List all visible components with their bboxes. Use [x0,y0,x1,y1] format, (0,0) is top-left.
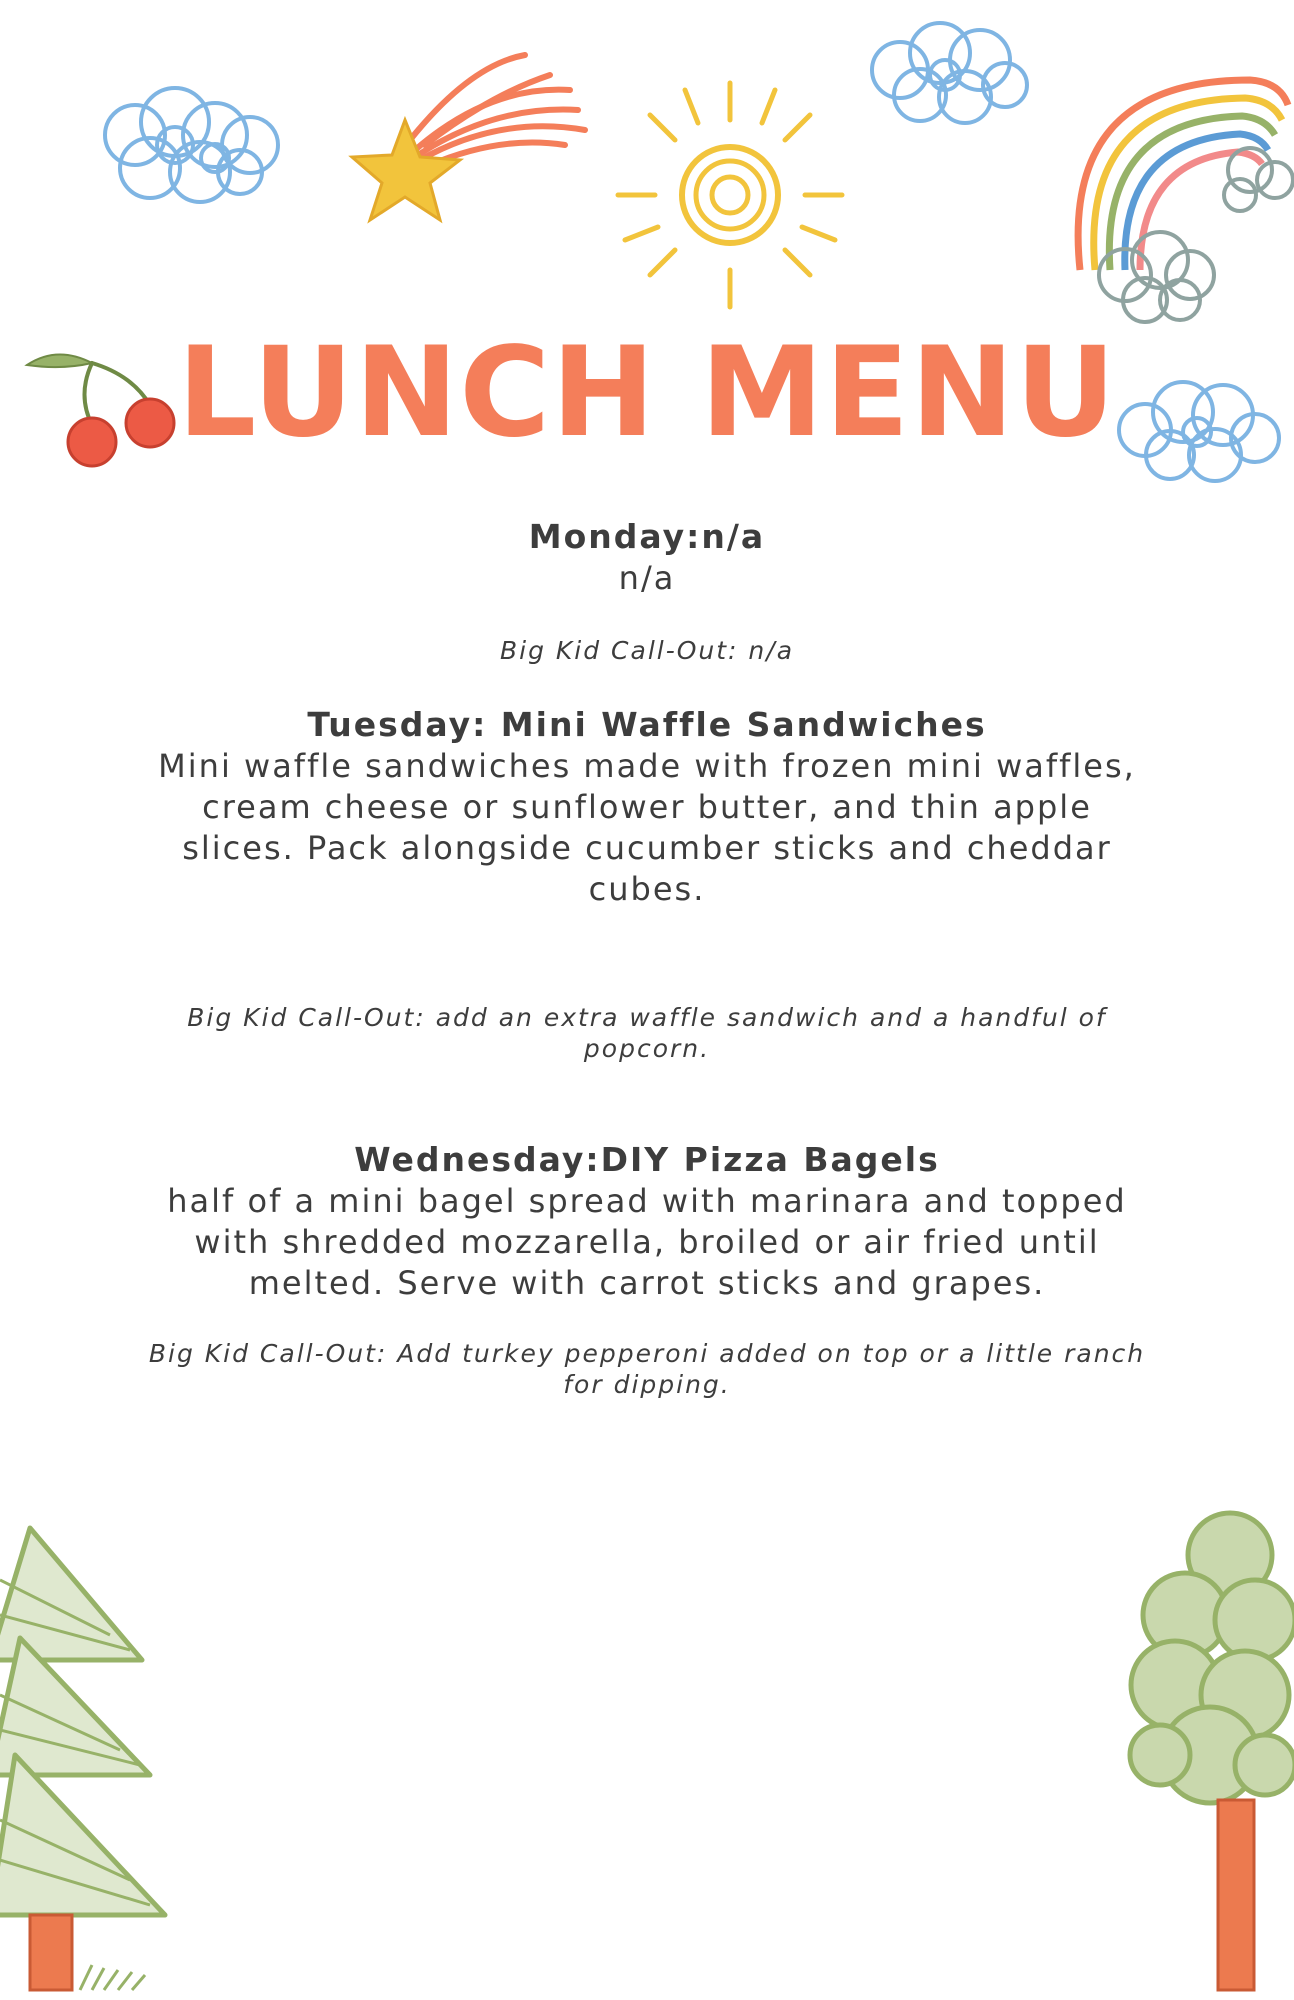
big-kid-callout: Big Kid Call-Out: add an extra waffle sandwich and a handful of popcorn. [187,1003,1107,1063]
cloud-icon [90,80,290,210]
day-title: Monday:n/a [528,517,766,556]
menu-day-monday [140,516,1154,666]
rainbow-icon [1050,60,1294,330]
day-title: Wednesday:DIY Pizza Bagels [354,1140,940,1179]
page-title: LUNCH MENU [177,321,1117,465]
menu-list [140,516,1154,1400]
tree-icon [1115,1505,1294,1995]
big-kid-callout: Big Kid Call-Out: n/a [499,636,795,665]
day-description: n/a [618,559,676,597]
menu-day-tuesday [140,704,1154,1064]
sun-icon [610,75,850,315]
day-description: half of a mini bagel spread with marinara and topped with shredded mozzarella, broiled or air fried until melted. Serve with carrot sticks and grapes. [167,1182,1127,1302]
cloud-icon [860,15,1030,135]
pine-tree-icon [0,1520,175,1995]
shooting-star-icon [340,45,600,225]
big-kid-callout: Big Kid Call-Out: Add turkey pepperoni added on top or a little ranch for dipping. [148,1339,1146,1399]
day-title: Tuesday: Mini Waffle Sandwiches [307,705,987,744]
day-description: Mini waffle sandwiches made with frozen mini waffles, cream cheese or sunflower butter, and thin apple slices. Pack alongside cucumber sticks and cheddar cubes. [158,747,1136,908]
menu-day-wednesday [140,1139,1154,1400]
